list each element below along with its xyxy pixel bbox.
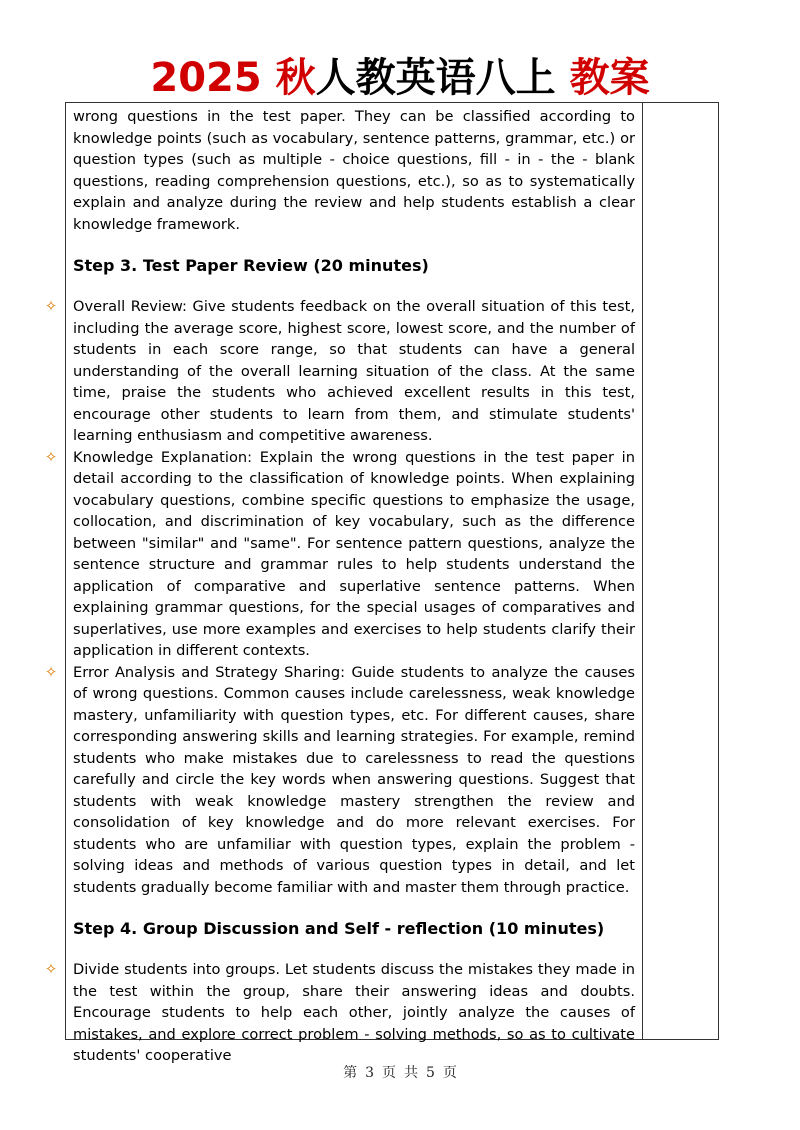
step3-item-overall-review [44, 296, 635, 447]
lesson-content-cell [44, 106, 635, 1067]
header-doc-type: 教案 [569, 55, 650, 101]
intro-paragraph: wrong questions in the test paper. They can be classified according to knowledge points (such as vocabulary, sentence patterns, grammar, etc.) or question types (such as multiple - choice questions, fill - in - the - blank questions, reading comprehension questions, etc.), so as to systematically explain and analyze during the review and help students establish a clear knowledge framework. [73, 108, 635, 233]
header-space [556, 55, 570, 101]
footer-di: 第 [343, 1065, 358, 1081]
step3-item-knowledge-explanation [44, 447, 635, 662]
page-footer [0, 1062, 800, 1082]
header-season: 秋 [275, 55, 316, 101]
footer-ye: 页 [382, 1065, 396, 1081]
sparkle-bullet-icon: ✧ [44, 960, 58, 978]
step4-item-text: Divide students into groups. Let students discuss the mistakes they made in the test within the group, share their answering ideas and doubts. Encourage students to help each other, jointly analyze the causes of mistakes, and explore correct problem - solving methods, so as to cultivate students' cooperative [73, 961, 635, 1064]
lesson-table [44, 102, 719, 1064]
sparkle-bullet-icon: ✧ [44, 297, 58, 315]
footer-ye: 页 [442, 1065, 457, 1081]
step3-item-text: Overall Review: Give students feedback on the overall situation of this test, including the average score, highest score, lowest score, and the number of students in each score range, so that students can have a general understanding of the overall learning situation of the class. At the same time, praise the students who achieved excellent results in this test, encourage other students to learn from them, and stimulate students' learning enthusiasm and competitive awareness. [73, 298, 635, 444]
table-column-divider [642, 103, 643, 1039]
page-header-title [0, 52, 800, 104]
step3-item-error-analysis [44, 662, 635, 899]
header-subject: 人教英语八上 [315, 55, 556, 101]
step4-heading: Step 4. Group Discussion and Self - reflection (10 minutes) [73, 919, 605, 938]
step3-item-text: Error Analysis and Strategy Sharing: Guide students to analyze the causes of wrong questions. Common causes include carelessness, weak knowledge mastery, unfamiliarity with question types, etc. For different causes, share corresponding answering skills and learning strategies. For example, remind students who make mistakes due to carelessness to read the questions carefully and circle the key words when answering questions. Suggest that students with weak knowledge mastery strengthen the review and consolidation of key knowledge and do more relevant exercises. For students who are unfamiliar with question types, explain the problem - solving ideas and methods of various question types in detail, and let students gradually become familiar with and master them through practice. [73, 663, 635, 896]
footer-total-pages: 5 [426, 1065, 435, 1081]
step3-item-text: Knowledge Explanation: Explain the wrong questions in the test paper in detail according to the classification of knowledge points. When explaining vocabulary questions, combine specific questions to emphasize the usage, collocation, and discrimination of key vocabulary, such as the difference between "similar" and "same". For sentence pattern questions, analyze the sentence structure and grammar rules to help students understand the application of comparative and superlative sentence patterns. When explaining grammar questions, for the special usages of comparatives and superlatives, use more examples and exercises to help students clarify their application in different contexts. [73, 448, 635, 659]
step4-item-group-discussion [44, 959, 635, 1067]
sparkle-bullet-icon: ✧ [44, 662, 58, 681]
footer-gong: 共 [404, 1065, 418, 1081]
sparkle-bullet-icon: ✧ [44, 447, 58, 466]
step3-heading: Step 3. Test Paper Review (20 minutes) [73, 256, 429, 275]
footer-page-number: 3 [365, 1065, 374, 1081]
header-year: 2025 [150, 55, 276, 101]
